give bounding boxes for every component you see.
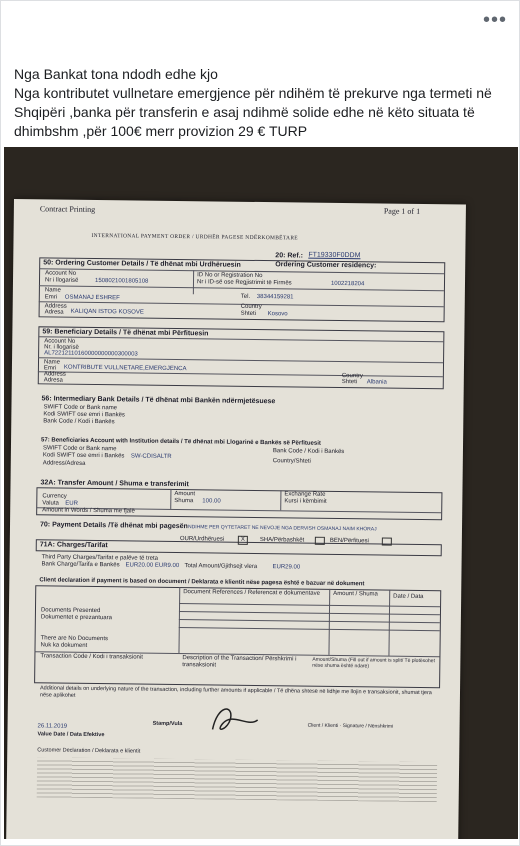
s57-swift-label-sq: Kodi SWIFT ose emri i Bankës (42, 452, 125, 460)
amount-label-sq: Shuma (174, 497, 194, 505)
ben-address-label-sq: Adresa (43, 377, 63, 384)
ben-address-label: Address (43, 371, 66, 378)
ordering-name-value: OSMANAJ ESHREF (64, 294, 120, 302)
docs-presented: Documents Presented (40, 607, 101, 615)
transaction-amount: Amount/Shuma (Fill out if amount is split/ Të plotësohet nëse shuma është ndarë) (312, 656, 435, 670)
account-label: Account No (45, 270, 77, 277)
bank-charge-label: Bank Charge/Tarifa e Bankës (41, 561, 120, 569)
s57-country: Country/Shteti (272, 458, 311, 465)
fine-print (37, 757, 437, 802)
rate-label: Exchange Rate (284, 491, 326, 498)
ben-name-label: Name (43, 359, 61, 366)
additional-details: Additional details on underlying nature of the transaction, including further amounts if applicable / Të dhëna shtesë në lidhje me llojin e transaksionit, shumat tjera nëse aplikohet (39, 685, 432, 699)
currency-label-sq: Valuta (42, 500, 59, 507)
section-50-title: 50: Ordering Customer Details / Të dhënat mbi Urdhëruesin (43, 259, 241, 269)
payment-order-document (6, 199, 466, 839)
amount-words-label: Amount in Words / Shuma me fjalë (42, 507, 135, 515)
section-71a-title: 71A: Charges/Tarifat (39, 541, 108, 550)
name-label: Name (44, 287, 61, 294)
s57-bank-code: Bank Code / Kodi i Bankës (272, 448, 345, 456)
no-docs-sq: Nuk ka dokument (40, 642, 88, 649)
id-value: 1002218204 (330, 280, 365, 288)
ben-account-label: Account No (44, 338, 76, 345)
tel-value: 38344159281 (256, 293, 294, 301)
doc-date-header: Date / Data (393, 593, 424, 601)
address-label: Address (44, 303, 67, 310)
charge-our: OUR/Urdhëruesi (179, 536, 225, 543)
charge-sha: SHA/Përbashkët (259, 537, 305, 544)
ben-country-value: Albania (366, 379, 387, 386)
id-label: ID No or Registration No (197, 272, 263, 280)
ref-label: 20: Ref.: (275, 252, 303, 260)
charge-our-checkbox[interactable]: X (238, 536, 248, 545)
section-32a-box (36, 487, 442, 520)
value-date: 26.11.2019 (37, 723, 68, 730)
currency-value: EUR (65, 500, 78, 507)
docs-presented-sq: Dokumentet e prezantuara (40, 614, 112, 622)
account-label-sq: Nr i llogarisë (44, 277, 79, 284)
ben-country-label: Country (341, 373, 363, 380)
s57-swift-value: SW-CDISALTR (130, 453, 172, 460)
amount-label: Amount (174, 490, 196, 498)
ben-name-label-sq: Emri (43, 365, 57, 372)
s56-swift-label-sq: Kodi SWIFT ose emri i Bankës (43, 411, 125, 419)
doc-amount-header: Amount / Shuma (333, 590, 378, 598)
post-photo[interactable] (4, 147, 518, 839)
name-label-sq: Emri (44, 294, 58, 301)
charge-ben: BEN/Përfituesi (329, 537, 369, 545)
s56-bank-code: Bank Code / Kodi i Bankës (43, 418, 115, 426)
post-text (14, 65, 508, 141)
s56-swift-label: SWIFT Code or Bank name (43, 404, 118, 412)
total-label: Total Amount/Gjithsejt vlera (184, 563, 258, 570)
more-horizontal-icon[interactable]: ••• (482, 9, 507, 31)
post-line-2: Nga kontributet vullnetare emergjence për ndihëm të prekurve nga termeti në Shqipëri ,banka për transferin e asaj ndihmë solide edhe në këto situata të dhimbshm ,për 100€ merr provizion 29 € TURP (14, 85, 492, 139)
s57-address: Address/Adresa (42, 460, 86, 467)
ben-name-value: KONTRIBUTE VULLNETARE,EMERGJENCA (63, 364, 187, 373)
transaction-code: Transaction Code / Kodi i transaksionit (40, 653, 143, 661)
rate-label-sq: Kursi i këmbimit (284, 498, 327, 505)
residency-label: Ordering Customer residency: (275, 261, 377, 270)
ordering-address-value: KALIQAN ISTOG KOSOVE (70, 308, 144, 316)
ben-account-value: AL72212110160000000000300003 (44, 350, 138, 358)
country-label: Country (240, 303, 262, 311)
tel-label: Tel. (240, 293, 251, 300)
address-label-sq: Adresa (44, 309, 64, 316)
charge-sha-checkbox[interactable] (315, 537, 325, 545)
declaration-title: Client declaration if payment is based on document / Deklarata e klientit nëse pagesa është e bazuar në dokument (39, 577, 365, 588)
ben-country-label-sq: Shteti (341, 379, 358, 386)
customer-declaration-label: Customer Declaration / Deklarata e klientit (37, 747, 141, 755)
ordering-account-value: 1508021001805108 (94, 277, 149, 285)
signature-mark (202, 699, 262, 740)
document-title: INTERNATIONAL PAYMENT ORDER / URDHËR PAGESE NDËRKOMBËTARE (91, 232, 299, 242)
doc-references-header: Document References / Referencat e dokumentave (183, 589, 320, 597)
currency-label: Currency (42, 493, 67, 500)
section-57-title: 57: Beneficiaries Account with Institution details / Të dhënat mbi Llogarinë e Bankës së Përfituesit (41, 437, 321, 447)
post-line-1: Nga Bankat tona ndodh edhe kjo (14, 66, 218, 82)
section-59-title: 59: Beneficiary Details / Të dhënat mbi Përfituesin (42, 328, 209, 338)
client-signature-label: Client / Klienti · Signature / Nënshkrimi (307, 722, 394, 730)
value-date-label: Value Date / Data Efektive (37, 731, 105, 739)
payment-details-value: NDIHME PER QYTETARET NE NEVOJE NGA DERVISH OSMANAJ NAIM KHORAJ (187, 524, 377, 533)
section-32a-title: 32A: Transfer Amount / Shuma e transferimit (40, 479, 189, 489)
transaction-description: Description of the Transaction/ Përshkrimi i transaksionit (182, 655, 297, 669)
section-70-title: 70: Payment Details /Të dhënat mbi pagesën (39, 521, 188, 531)
contract-printing-label: Contract Printing (39, 204, 96, 214)
charge-ben-checkbox[interactable] (382, 538, 392, 546)
third-party-label: Third Party Charges/Tarifat e palëve të treta (41, 554, 159, 562)
country-label-sq: Shteti (240, 310, 256, 317)
id-label-sq: Nr i ID-së ose Regjistrimit të Firmës (196, 279, 292, 287)
ben-account-label-sq: Nr. i llogarisë (44, 344, 79, 351)
page-number: Page 1 of 1 (383, 206, 421, 216)
bank-charge-value: EUR20.00 EUR9.00 (125, 562, 180, 570)
section-56-title: 56: Intermediary Bank Details / Të dhënat mbi Bankën ndërmjetësuese (41, 395, 276, 406)
ordering-country-value: Kosovo (267, 311, 288, 318)
stamp-label: Stamp/Vula (152, 720, 183, 728)
ref-value: FT19330F0DDM (308, 251, 361, 260)
no-docs: There are No Documents (40, 635, 109, 643)
s57-swift-label: SWIFT Code or Bank name (42, 445, 117, 453)
amount-value: 100.00 (202, 498, 221, 505)
total-value: EUR29.00 (272, 564, 301, 571)
